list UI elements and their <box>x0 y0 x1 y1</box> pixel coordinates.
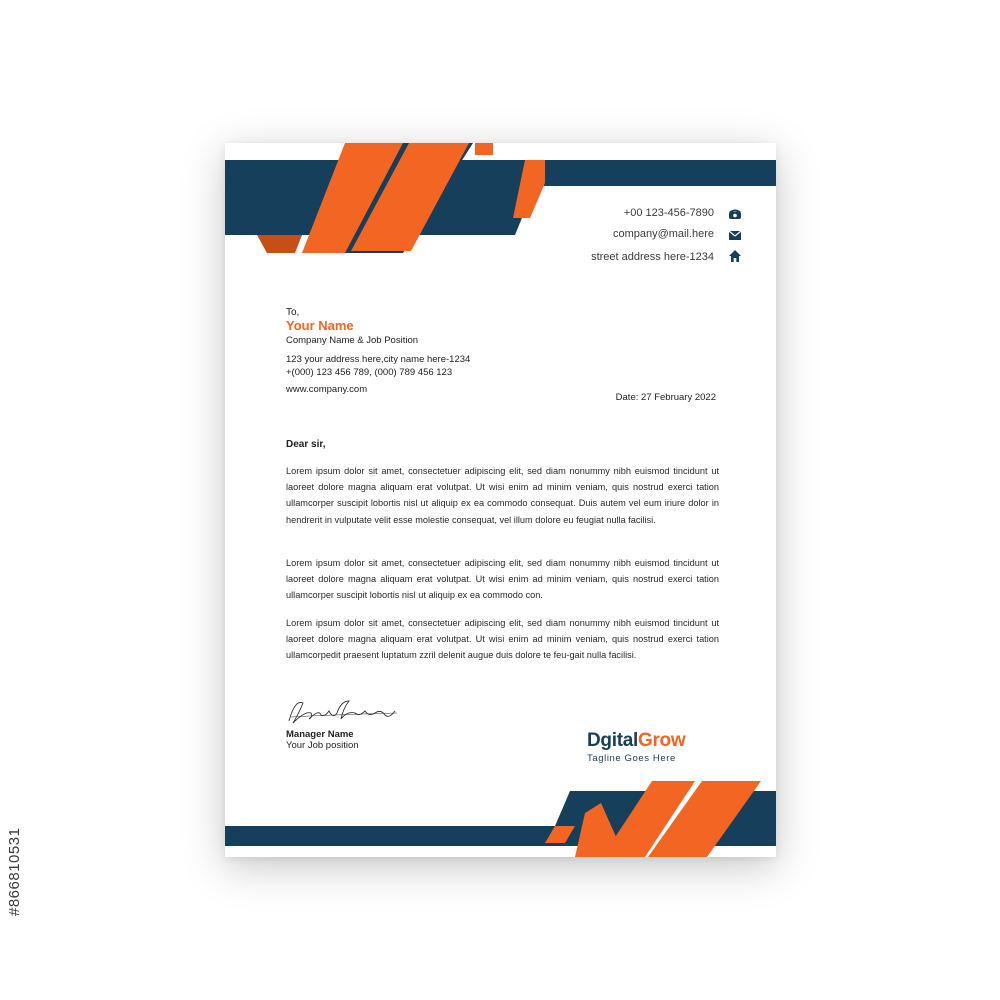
body-paragraph: Lorem ipsum dolor sit amet, consectetuer adipiscing elit, sed diam nonummy nibh euismod tincidunt ut laoreet dolore magna aliquam erat volutpat. Ut wisi enim ad minim veniam, quis nostrud exerci tation ullamcorper suscipit lobortis nisl ut aliquip ex ea commodo con. <box>286 558 719 601</box>
contact-phone: +00 123-456-7890 <box>623 207 714 219</box>
recipient-website: www.company.com <box>286 384 368 395</box>
handwritten-signature <box>285 695 405 727</box>
brand-tagline: Tagline Goes Here <box>587 753 676 764</box>
brand-name-part2: Grow <box>637 730 686 751</box>
signer-name: Manager Name <box>286 729 354 740</box>
contact-email: company@mail.here <box>612 228 714 240</box>
recipient-name: Your Name <box>286 318 354 333</box>
recipient-phones: +(000) 123 456 789, (000) 789 456 123 <box>286 367 453 378</box>
to-label: To, <box>286 307 300 318</box>
letterhead-page <box>225 143 776 857</box>
letter-date: Date: 27 February 2022 <box>615 392 716 403</box>
salutation: Dear sir, <box>286 439 326 450</box>
contact-address: street address here-1234 <box>591 251 714 263</box>
signer-position: Your Job position <box>286 740 359 751</box>
phone-icon <box>728 207 742 221</box>
stock-watermark-id: #866810531 <box>6 827 23 916</box>
home-icon <box>728 249 742 263</box>
email-icon <box>728 228 742 242</box>
recipient-position: Company Name & Job Position <box>286 335 419 346</box>
brand-name <box>587 730 717 752</box>
brand-name-part1: Dgital <box>587 730 638 751</box>
company-logo <box>587 730 717 764</box>
body-paragraph: Lorem ipsum dolor sit amet, consectetuer adipiscing elit, sed diam nonummy nibh euismod tincidunt ut laoreet dolore magna aliquam erat volutpat. Ut wisi enim ad minim veniam, quis nostrud exerci tation ullamcorpedit praesent luptatum zzril delenit augue duis dolore te feu-gait nulla facilisi. <box>286 618 719 661</box>
body-paragraph: Lorem ipsum dolor sit amet, consectetuer adipiscing elit, sed diam nonummy nibh euismod tincidunt ut laoreet dolore magna aliquam erat volutpat. Ut wisi enim ad minim veniam, quis nostrud exerci tation ullamcorper suscipit lobortis nisl ut aliquip ex ea commodo consequat. Duis autem vel eum iriure dolor in hendrerit in vulputate velit esse molestie consequat, vel illum dolore eu feugiat nulla facilisi. <box>286 466 719 525</box>
recipient-address: 123 your address here,city name here-1234 <box>286 354 471 365</box>
